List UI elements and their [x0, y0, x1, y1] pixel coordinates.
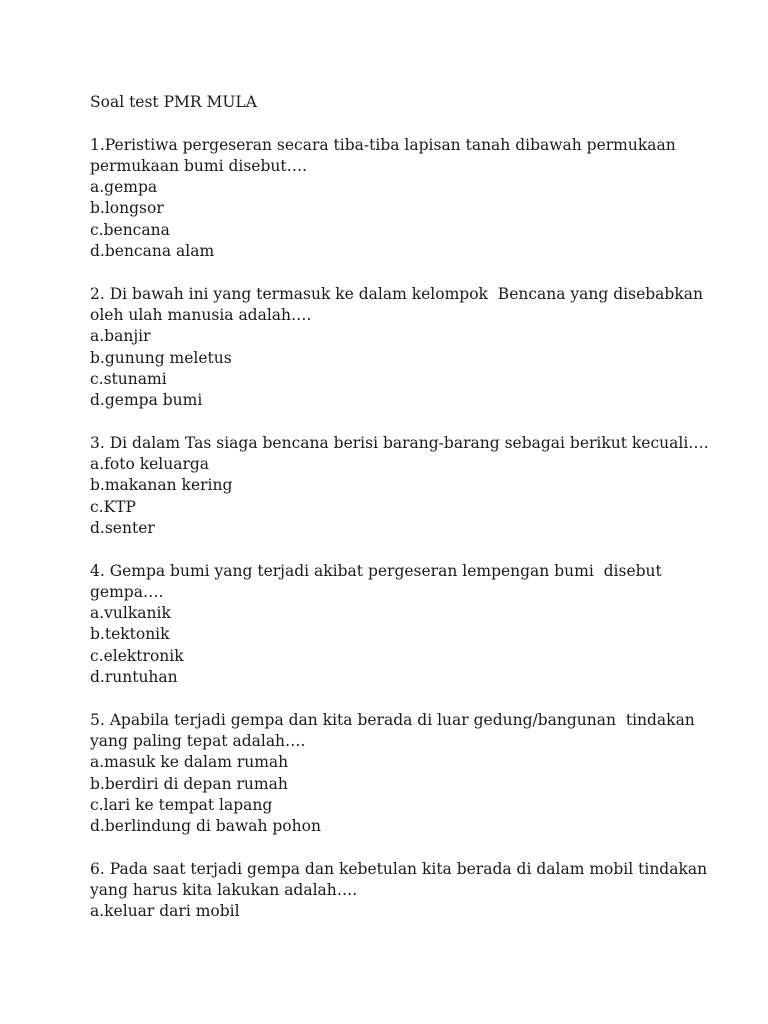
- option-d: d.gempa bumi: [90, 391, 203, 410]
- option-c: c.elektronik: [90, 646, 184, 665]
- option-b: b.longsor: [90, 199, 164, 218]
- document-title: Soal test PMR MULA: [90, 93, 257, 111]
- question-text: 4. Gempa bumi yang terjadi akibat pergeseran lempengan bumi disebut gempa….: [90, 561, 667, 601]
- question-text: 3. Di dalam Tas siaga bencana berisi barang-barang sebagai berikut kecuali….: [90, 433, 709, 452]
- option-b: b.makanan kering: [90, 476, 233, 495]
- question-5: [90, 710, 730, 838]
- question-6: [90, 859, 730, 923]
- option-c: c.KTP: [90, 497, 136, 516]
- question-2: [90, 284, 730, 412]
- option-a: a.gempa: [90, 178, 158, 197]
- option-a: a.foto keluarga: [90, 455, 210, 474]
- option-a: a.masuk ke dalam rumah: [90, 753, 289, 772]
- option-d: d.bencana alam: [90, 242, 215, 261]
- option-c: c.stunami: [90, 369, 167, 388]
- question-text: 1.Peristiwa pergeseran secara tiba-tiba lapisan tanah dibawah permukaan permukaan bumi disebut….: [90, 135, 681, 175]
- question-4: [90, 561, 730, 689]
- question-text: 2. Di bawah ini yang termasuk ke dalam kelompok Bencana yang disebabkan oleh ulah manusia adalah….: [90, 284, 708, 324]
- option-c: c.bencana: [90, 220, 170, 239]
- document-page: [90, 92, 730, 923]
- question-text: 6. Pada saat terjadi gempa dan kebetulan kita berada di dalam mobil tindakan yang harus kita lakukan adalah….: [90, 859, 713, 899]
- option-a: a.keluar dari mobil: [90, 902, 240, 921]
- option-d: d.senter: [90, 518, 155, 537]
- question-text: 5. Apabila terjadi gempa dan kita berada di luar gedung/bangunan tindakan yang paling tepat adalah….: [90, 710, 700, 750]
- option-d: d.runtuhan: [90, 668, 178, 687]
- option-c: c.lari ke tempat lapang: [90, 795, 273, 814]
- question-1: [90, 135, 730, 263]
- option-a: a.vulkanik: [90, 604, 171, 623]
- option-b: b.tektonik: [90, 625, 170, 644]
- option-b: b.berdiri di depan rumah: [90, 774, 288, 793]
- option-a: a.banjir: [90, 327, 151, 346]
- option-d: d.berlindung di bawah pohon: [90, 817, 321, 836]
- option-b: b.gunung meletus: [90, 348, 232, 367]
- question-3: [90, 433, 730, 539]
